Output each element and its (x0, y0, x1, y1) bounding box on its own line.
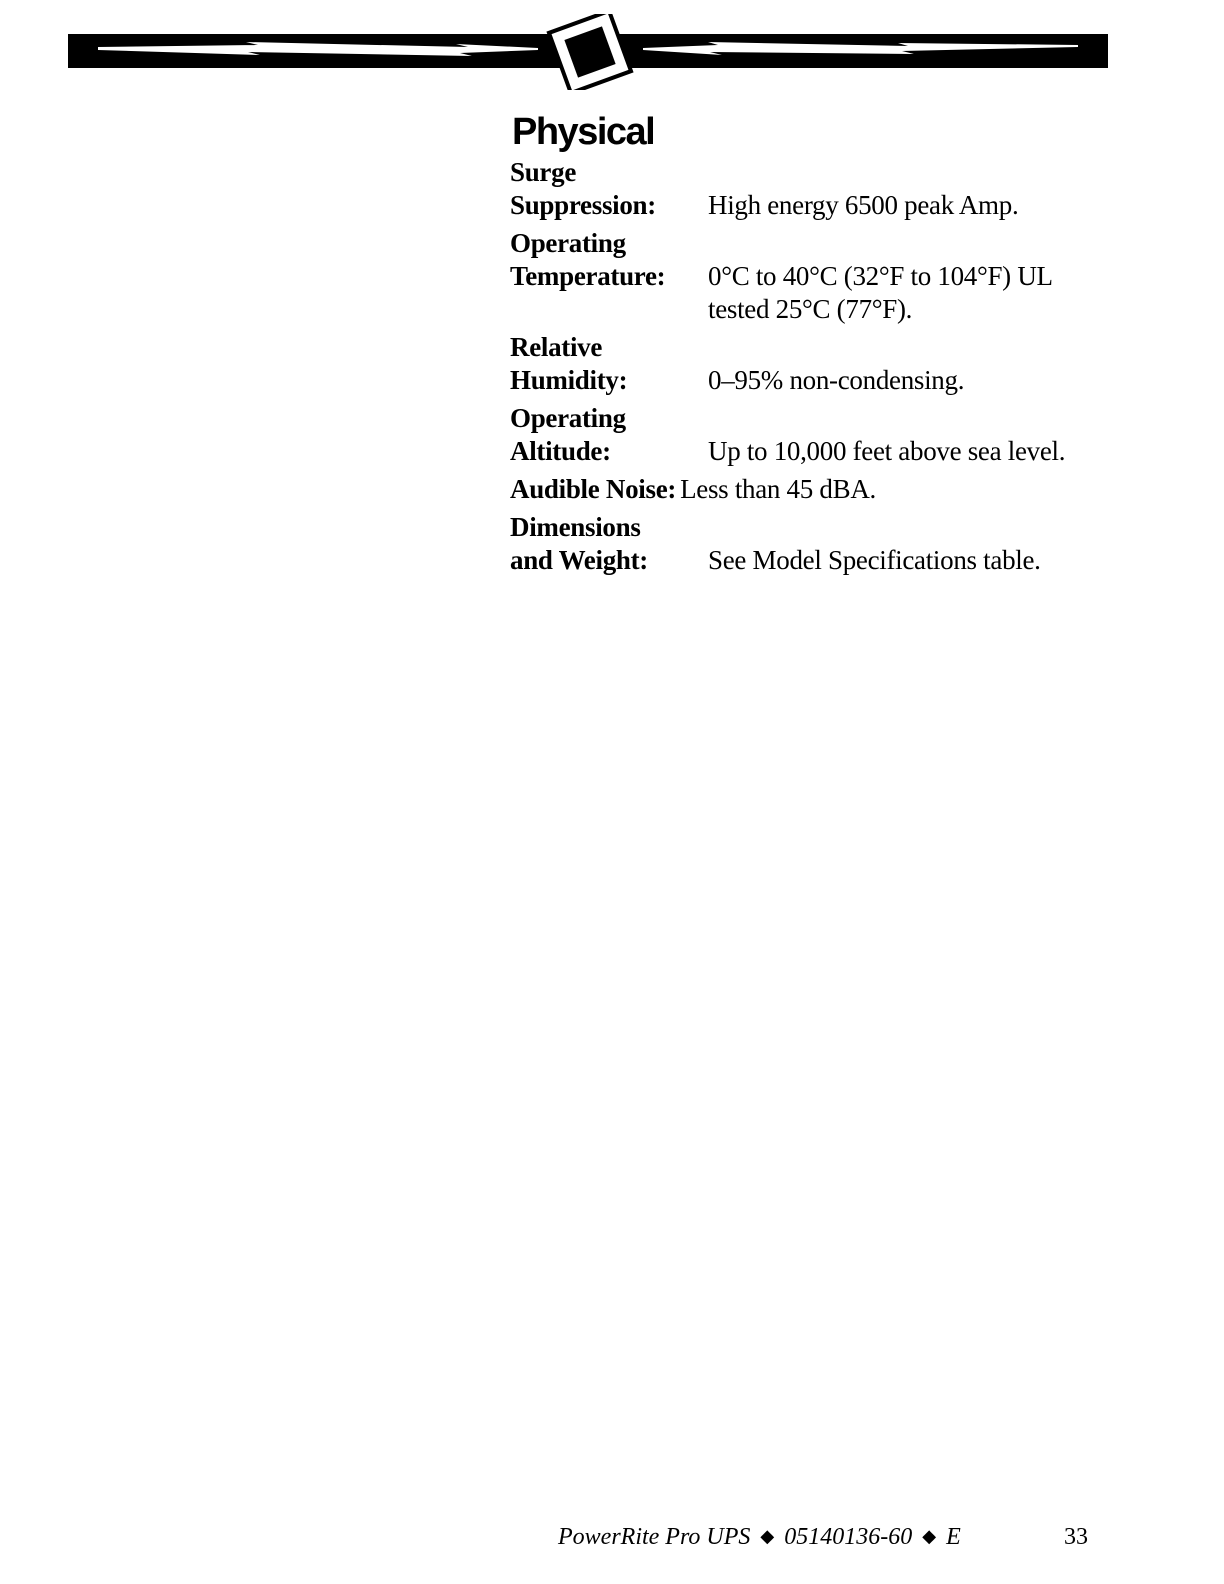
spec-label-line: Relative (510, 332, 603, 362)
spec-label (510, 511, 708, 577)
spec-label (510, 156, 708, 222)
lightning-banner (68, 14, 1108, 90)
spec-label-line: Altitude: (510, 436, 611, 466)
spec-row-operating-altitude (510, 402, 1110, 468)
footer-part-number: 05140136-60 (784, 1524, 913, 1550)
spec-value: Up to 10,000 feet above sea level. (708, 436, 1066, 466)
spec-label-line: Humidity: (510, 365, 628, 395)
spec-label (510, 473, 676, 506)
spec-label (510, 331, 708, 397)
spec-label-line: Operating (510, 403, 626, 433)
spec-label (510, 402, 708, 468)
spec-label-line: Temperature: (510, 261, 666, 291)
footer-edition: E (946, 1524, 961, 1550)
spec-label-line: and Weight: (510, 545, 648, 575)
spec-value: See Model Specifications table. (708, 545, 1041, 575)
spec-row-relative-humidity (510, 331, 1110, 397)
spec-value: 0–95% non-condensing. (708, 365, 965, 395)
spec-row-audible-noise (510, 473, 1110, 506)
spec-label-line: Dimensions (510, 512, 641, 542)
page-footer (558, 1522, 961, 1553)
diamond-icon: ◆ (760, 1526, 775, 1546)
spec-label-line: Suppression: (510, 190, 656, 220)
spec-value: 0°C to 40°C (32°F to 104°F) UL tested 25°C (77°F). (708, 261, 1052, 324)
diamond-icon: ◆ (922, 1526, 937, 1546)
spec-row-dimensions-weight (510, 511, 1110, 577)
spec-value: Less than 45 dBA. (680, 474, 876, 504)
section-title: Physical (512, 111, 655, 153)
spec-value: High energy 6500 peak Amp. (708, 190, 1019, 220)
spec-label-line: Surge (510, 157, 577, 187)
footer-product: PowerRite Pro UPS (558, 1524, 751, 1550)
spec-row-operating-temperature (510, 227, 1110, 326)
spec-label-line: Operating (510, 228, 626, 258)
spec-list (510, 156, 1110, 582)
spec-row-surge-suppression (510, 156, 1110, 222)
page-number: 33 (1064, 1524, 1088, 1550)
spec-label (510, 227, 708, 326)
spec-label-line: Audible Noise: (510, 474, 677, 504)
